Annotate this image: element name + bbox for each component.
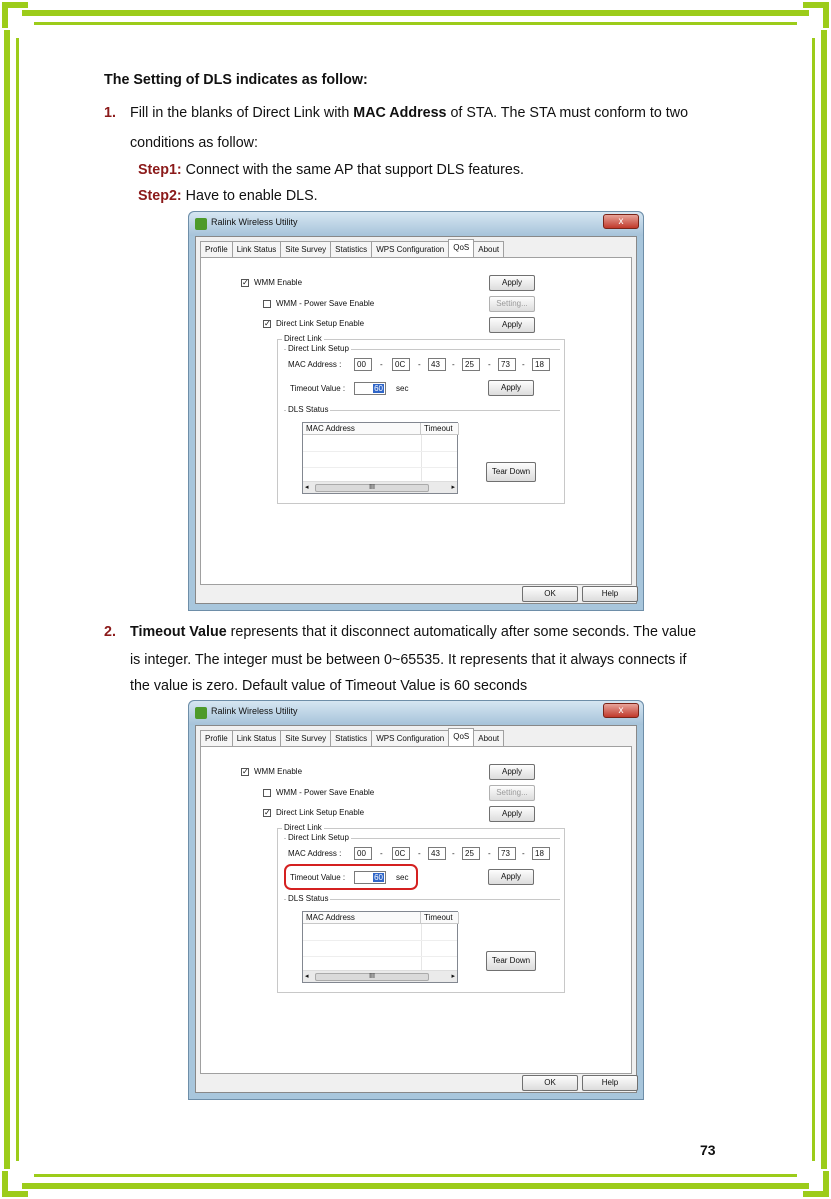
tear-down-button[interactable]: Tear Down	[486, 462, 536, 482]
direct-link-group: Direct Link Direct Link Setup MAC Address : 00 - 0C - 43 - 25 - 73 - 18 Timeout Value : 60 sec Apply DLS Status MAC Address Timeout ◂ III ▸ Tear Down	[277, 828, 565, 993]
timeout-value-input[interactable]: 60	[354, 382, 386, 395]
tab-qos[interactable]: QoS	[448, 239, 474, 257]
tab-strip	[200, 730, 503, 746]
mac-address-label: MAC Address :	[288, 360, 342, 369]
wmm-enable-checkbox[interactable]: ✓ WMM Enable	[242, 766, 303, 776]
mac-field-3[interactable]: 43	[428, 358, 446, 371]
dls-status-list[interactable]	[302, 911, 458, 983]
mac-field-1[interactable]: 00	[354, 847, 372, 860]
dls-status-list[interactable]	[302, 422, 458, 494]
mac-address-label: MAC Address :	[288, 849, 342, 858]
step-1: Step1: Connect with the same AP that support DLS features.	[138, 162, 524, 178]
mac-field-1[interactable]: 00	[354, 358, 372, 371]
frame-right	[821, 30, 827, 1169]
tab-wps-configuration[interactable]: WPS Configuration	[371, 241, 449, 257]
scroll-left-icon[interactable]: ◂	[305, 973, 309, 980]
ralink-window-1	[188, 211, 644, 611]
frame-left	[4, 30, 10, 1169]
power-save-setting-button[interactable]: Setting...	[489, 785, 535, 801]
scroll-thumb[interactable]: III	[315, 973, 429, 981]
direct-link-group: Direct Link Direct Link Setup MAC Address : 00 - 0C - 43 - 25 - 73 - 18 Timeout Value : 60 sec Apply DLS Status MAC Address Timeout ◂ III ▸ Tear Down	[277, 339, 565, 504]
mac-field-6[interactable]: 18	[532, 847, 550, 860]
sec-label: sec	[396, 384, 409, 393]
dls-apply-button[interactable]: Apply	[489, 317, 535, 333]
wmm-enable-checkbox[interactable]: ✓ WMM Enable	[242, 277, 303, 287]
window-title: Ralink Wireless Utility	[211, 217, 298, 227]
frame-bottom-inner	[34, 1174, 797, 1177]
mac-field-5[interactable]: 73	[498, 358, 516, 371]
mac-field-6[interactable]: 18	[532, 358, 550, 371]
item-2: 2. Timeout Value represents that it disconnect automatically after some seconds. The value	[104, 620, 732, 644]
close-icon[interactable]: x	[603, 703, 639, 718]
frame-bottom	[22, 1183, 809, 1189]
mac-field-4[interactable]: 25	[462, 847, 480, 860]
direct-link-setup-checkbox[interactable]: ✓ Direct Link Setup Enable	[264, 807, 365, 817]
checkbox-checked-icon: ✓	[242, 766, 249, 776]
timeout-apply-button[interactable]: Apply	[488, 869, 534, 885]
mac-field-4[interactable]: 25	[462, 358, 480, 371]
timeout-value-input[interactable]: 60	[354, 871, 386, 884]
frame-right-inner	[812, 38, 815, 1161]
item-1-number: 1.	[104, 105, 116, 121]
column-timeout[interactable]: Timeout	[421, 912, 459, 924]
tab-profile[interactable]: Profile	[200, 241, 233, 257]
tab-strip	[200, 241, 503, 257]
column-mac-address[interactable]: MAC Address	[303, 423, 421, 435]
ok-button[interactable]: OK	[522, 586, 578, 602]
mac-field-2[interactable]: 0C	[392, 358, 410, 371]
wmm-apply-button[interactable]: Apply	[489, 275, 535, 291]
window-titlebar	[189, 212, 643, 236]
tab-about[interactable]: About	[473, 241, 504, 257]
scroll-right-icon[interactable]: ▸	[451, 484, 455, 491]
ralink-app-icon	[195, 707, 207, 719]
direct-link-setup-group: Direct Link Setup	[284, 349, 560, 404]
help-button[interactable]: Help	[582, 1075, 638, 1091]
mac-field-2[interactable]: 0C	[392, 847, 410, 860]
scroll-left-icon[interactable]: ◂	[305, 484, 309, 491]
help-button[interactable]: Help	[582, 586, 638, 602]
checkbox-checked-icon: ✓	[264, 318, 271, 328]
item-2-line3: the value is zero. Default value of Timeout Value is 60 seconds	[130, 678, 528, 694]
tab-site-survey[interactable]: Site Survey	[280, 730, 331, 746]
frame-corner-tl	[2, 2, 28, 28]
window-title: Ralink Wireless Utility	[211, 706, 298, 716]
tab-link-status[interactable]: Link Status	[232, 241, 282, 257]
qos-panel	[200, 257, 632, 585]
checkbox-checked-icon: ✓	[264, 807, 271, 817]
column-mac-address[interactable]: MAC Address	[303, 912, 421, 924]
sec-label: sec	[396, 873, 409, 882]
wmm-apply-button[interactable]: Apply	[489, 764, 535, 780]
dls-apply-button[interactable]: Apply	[489, 806, 535, 822]
item-2-line2: is integer. The integer must be between 0~65535. It represents that it always connects if	[130, 652, 687, 668]
tab-wps-configuration[interactable]: WPS Configuration	[371, 730, 449, 746]
checkbox-unchecked-icon	[263, 789, 271, 797]
dls-status-group: DLS Status	[284, 410, 560, 498]
frame-corner-br	[803, 1171, 829, 1197]
checkbox-checked-icon: ✓	[242, 277, 249, 287]
direct-link-setup-group: Direct Link Setup	[284, 838, 560, 893]
item-2-number: 2.	[104, 624, 116, 640]
horizontal-scrollbar[interactable]	[303, 481, 457, 493]
direct-link-setup-checkbox[interactable]: ✓ Direct Link Setup Enable	[264, 318, 365, 328]
column-timeout[interactable]: Timeout	[421, 423, 459, 435]
section-heading: The Setting of DLS indicates as follow:	[104, 72, 368, 88]
ralink-app-icon	[195, 218, 207, 230]
window-titlebar	[189, 701, 643, 725]
frame-top-inner	[34, 22, 797, 25]
scroll-thumb[interactable]: III	[315, 484, 429, 492]
timeout-value-label: Timeout Value :	[290, 384, 346, 393]
tab-site-survey[interactable]: Site Survey	[280, 241, 331, 257]
tab-qos[interactable]: QoS	[448, 728, 474, 746]
mac-field-5[interactable]: 73	[498, 847, 516, 860]
item-1: 1. Fill in the blanks of Direct Link with MAC Address of STA. The STA must conform to two	[104, 101, 732, 125]
frame-corner-bl	[2, 1171, 28, 1197]
page-number: 73	[700, 1142, 716, 1158]
timeout-value-label: Timeout Value :	[290, 873, 346, 882]
ralink-window-2	[188, 700, 644, 1100]
wmm-power-save-checkbox[interactable]: WMM - Power Save Enable	[263, 788, 374, 797]
timeout-highlight	[284, 864, 418, 890]
tab-profile[interactable]: Profile	[200, 730, 233, 746]
qos-panel	[200, 746, 632, 1074]
tab-statistics[interactable]: Statistics	[330, 730, 372, 746]
tab-about[interactable]: About	[473, 730, 504, 746]
ok-button[interactable]: OK	[522, 1075, 578, 1091]
dls-status-group: DLS Status	[284, 899, 560, 987]
window-client	[195, 236, 637, 604]
tab-statistics[interactable]: Statistics	[330, 241, 372, 257]
mac-field-3[interactable]: 43	[428, 847, 446, 860]
frame-corner-tr	[803, 2, 829, 28]
tear-down-button[interactable]: Tear Down	[486, 951, 536, 971]
power-save-setting-button[interactable]: Setting...	[489, 296, 535, 312]
horizontal-scrollbar[interactable]	[303, 970, 457, 982]
tab-link-status[interactable]: Link Status	[232, 730, 282, 746]
scroll-right-icon[interactable]: ▸	[451, 973, 455, 980]
frame-top	[22, 10, 809, 16]
frame-left-inner	[16, 38, 19, 1161]
wmm-power-save-checkbox[interactable]: WMM - Power Save Enable	[263, 299, 374, 308]
checkbox-unchecked-icon	[263, 300, 271, 308]
close-icon[interactable]: x	[603, 214, 639, 229]
timeout-apply-button[interactable]: Apply	[488, 380, 534, 396]
item-1-line2: conditions as follow:	[130, 135, 258, 151]
window-client	[195, 725, 637, 1093]
step-2: Step2: Have to enable DLS.	[138, 188, 318, 204]
